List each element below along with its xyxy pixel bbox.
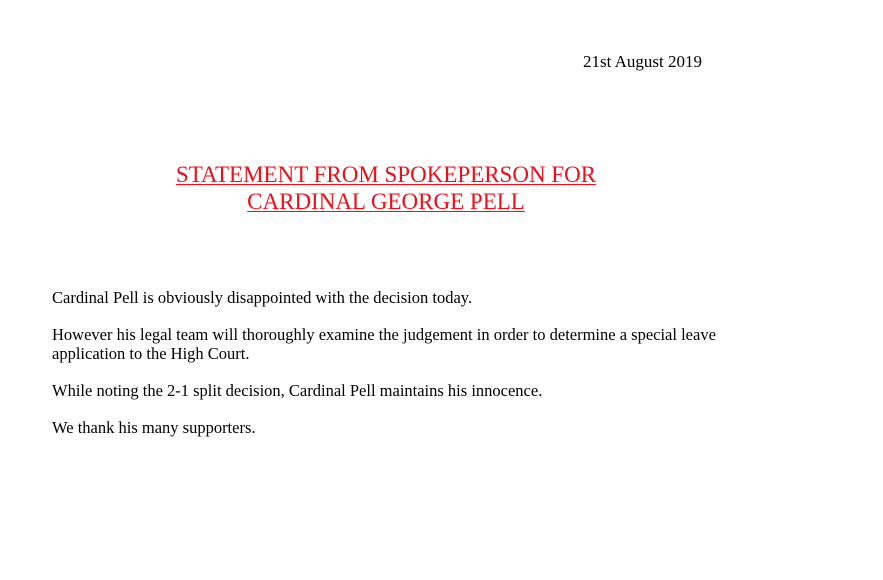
paragraph-legal-team-line-2: application to the High Court.: [52, 344, 250, 363]
paragraph-legal-team-line-1: However his legal team will thoroughly examine the judgement in order to determine a special leave: [52, 325, 716, 344]
title-line-1: [160, 161, 612, 188]
paragraph-disappointed: Cardinal Pell is obviously disappointed with the decision today.: [52, 288, 473, 307]
title-line-2-text: CARDINAL GEORGE PELL: [247, 189, 525, 214]
title-line-1-text: STATEMENT FROM SPOKEPERSON FOR: [175, 162, 597, 187]
paragraph-innocence: While noting the 2-1 split decision, Cardinal Pell maintains his innocence.: [52, 381, 543, 400]
paragraph-supporters: We thank his many supporters.: [52, 418, 256, 437]
title-line-2: [160, 188, 612, 215]
statement-date: 21st August 2019: [583, 52, 703, 71]
statement-body: [52, 288, 752, 455]
statement-title: [160, 161, 612, 215]
